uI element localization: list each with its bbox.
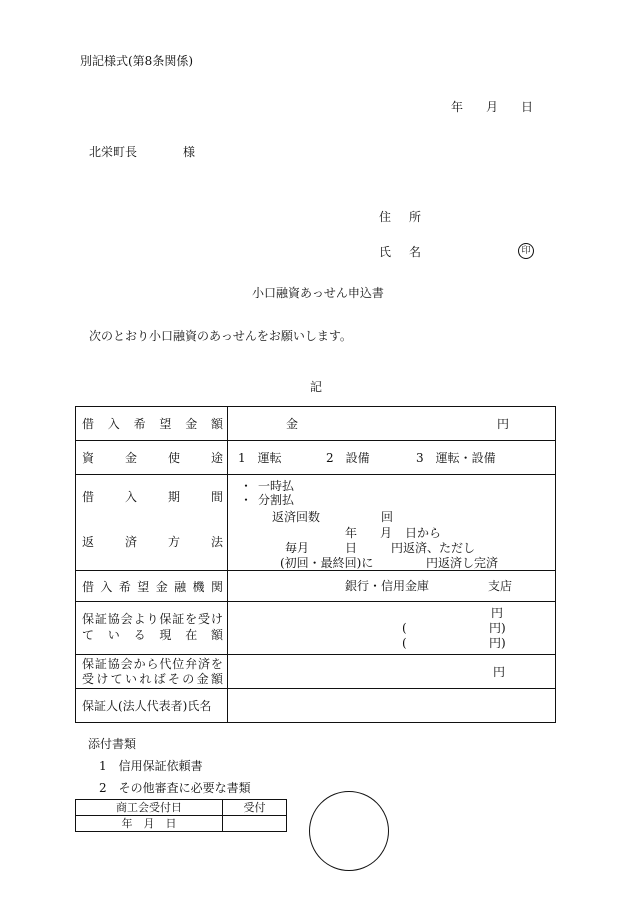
guarantor-field[interactable] [228, 689, 556, 723]
repay-gatsu: 月 [380, 526, 393, 540]
purpose-option-2[interactable]: 2 設備 [326, 451, 370, 465]
date-day-label: 日 [521, 100, 534, 114]
stamp-circle [309, 791, 389, 871]
amount-yen: 円 [497, 417, 510, 431]
date-year-label: 年 [451, 100, 464, 114]
reception-header: 受付 [223, 800, 287, 816]
attachment-item-1: 1 信用保証依頼書 [99, 759, 203, 773]
addressee-suffix: 様 [183, 145, 196, 159]
reception-field[interactable] [223, 816, 287, 832]
amount-label: 借 入 希 望 金 額 [82, 417, 223, 431]
row-guarantor [76, 689, 556, 723]
repay-maigetsu: 毎月 [285, 541, 310, 555]
guarantee-label-2: て い る 現 在 額 [82, 628, 223, 642]
period-label: 借 入 期 間 [82, 490, 223, 504]
bank-field[interactable] [228, 571, 556, 602]
repay-nen: 年 [345, 526, 358, 540]
repay-hi: 日 [345, 541, 358, 555]
ki-heading: 記 [310, 380, 323, 394]
guarantee-field[interactable] [228, 602, 556, 655]
amount-field[interactable] [228, 407, 556, 441]
purpose-label: 資 金 使 途 [82, 451, 223, 465]
purpose-field[interactable] [228, 441, 556, 475]
date-month-label: 月 [486, 100, 499, 114]
guarantee-yen: 円 [491, 606, 504, 620]
bank-branch: 支店 [488, 579, 513, 593]
subrogation-field[interactable] [228, 655, 556, 689]
reception-date-header: 商工会受付日 [76, 800, 223, 816]
installment-option[interactable]: 分割払 [258, 493, 295, 507]
purpose-option-3[interactable]: 3 運転・設備 [416, 451, 496, 465]
repay-kansai: 円返済し完済 [426, 556, 499, 570]
row-period-repay [76, 475, 556, 571]
form-number: 別記様式(第8条関係) [80, 54, 193, 68]
guarantee-paren-yen-1: 円) [489, 621, 506, 635]
intro-text: 次のとおり小口融資のあっせんをお願いします。 [89, 329, 352, 343]
addressee: 北栄町長 [89, 145, 138, 159]
repay-field[interactable]: ・ 一時払 ・ 分割払 返済回数 回 年 月 日から 毎月 日 円返済、ただし (初回・最終回)に 円返済し完済 [228, 475, 556, 571]
guarantee-paren-yen-2: 円) [489, 636, 506, 650]
attachment-item-2: 2 その他審査に必要な書類 [99, 781, 251, 795]
guarantee-paren-1: ( [402, 621, 407, 635]
attachments-heading: 添付書類 [88, 737, 137, 751]
subrogation-label-2: 受 け て い れ ば そ の 金 額 [82, 672, 223, 686]
repay-kai: 回 [381, 510, 394, 524]
guarantee-label-1: 保 証 協 会 よ り 保 証 を 受 け [82, 612, 223, 626]
document-title: 小口融資あっせん申込書 [252, 286, 384, 300]
purpose-option-1[interactable]: 1 運転 [238, 451, 282, 465]
lump-sum-option[interactable]: 一時払 [258, 479, 295, 493]
guarantee-paren-2: ( [402, 636, 407, 650]
row-amount [76, 407, 556, 441]
amount-kin: 金 [286, 417, 299, 431]
applicant-name-label: 氏名 [379, 245, 440, 259]
applicant-address-label: 住所 [379, 210, 440, 224]
repay-label: 返 済 方 法 [82, 535, 223, 549]
row-bank [76, 571, 556, 602]
row-purpose [76, 441, 556, 475]
repay-first-last: (初回・最終回)に [280, 556, 374, 570]
application-table [75, 406, 556, 723]
row-guarantee [76, 602, 556, 655]
bank-label: 借 入 希 望 金 融 機 関 [82, 579, 223, 594]
guarantor-label: 保証人(法人代表者)氏名 [82, 699, 212, 713]
subrogation-label-1: 保 証 協 会 か ら 代 位 弁 済 を [82, 657, 223, 671]
seal-icon: 印 [518, 243, 534, 259]
repay-count-label: 返済回数 [272, 510, 321, 524]
reception-table [75, 799, 287, 832]
row-subrogation [76, 655, 556, 689]
reception-date-field[interactable]: 年 月 日 [76, 816, 223, 832]
repay-tadashi: 円返済、ただし [391, 541, 476, 555]
repay-hikara: 日から [405, 526, 442, 540]
subrogation-yen: 円 [493, 665, 506, 679]
bank-type: 銀行・信用金庫 [345, 579, 430, 593]
